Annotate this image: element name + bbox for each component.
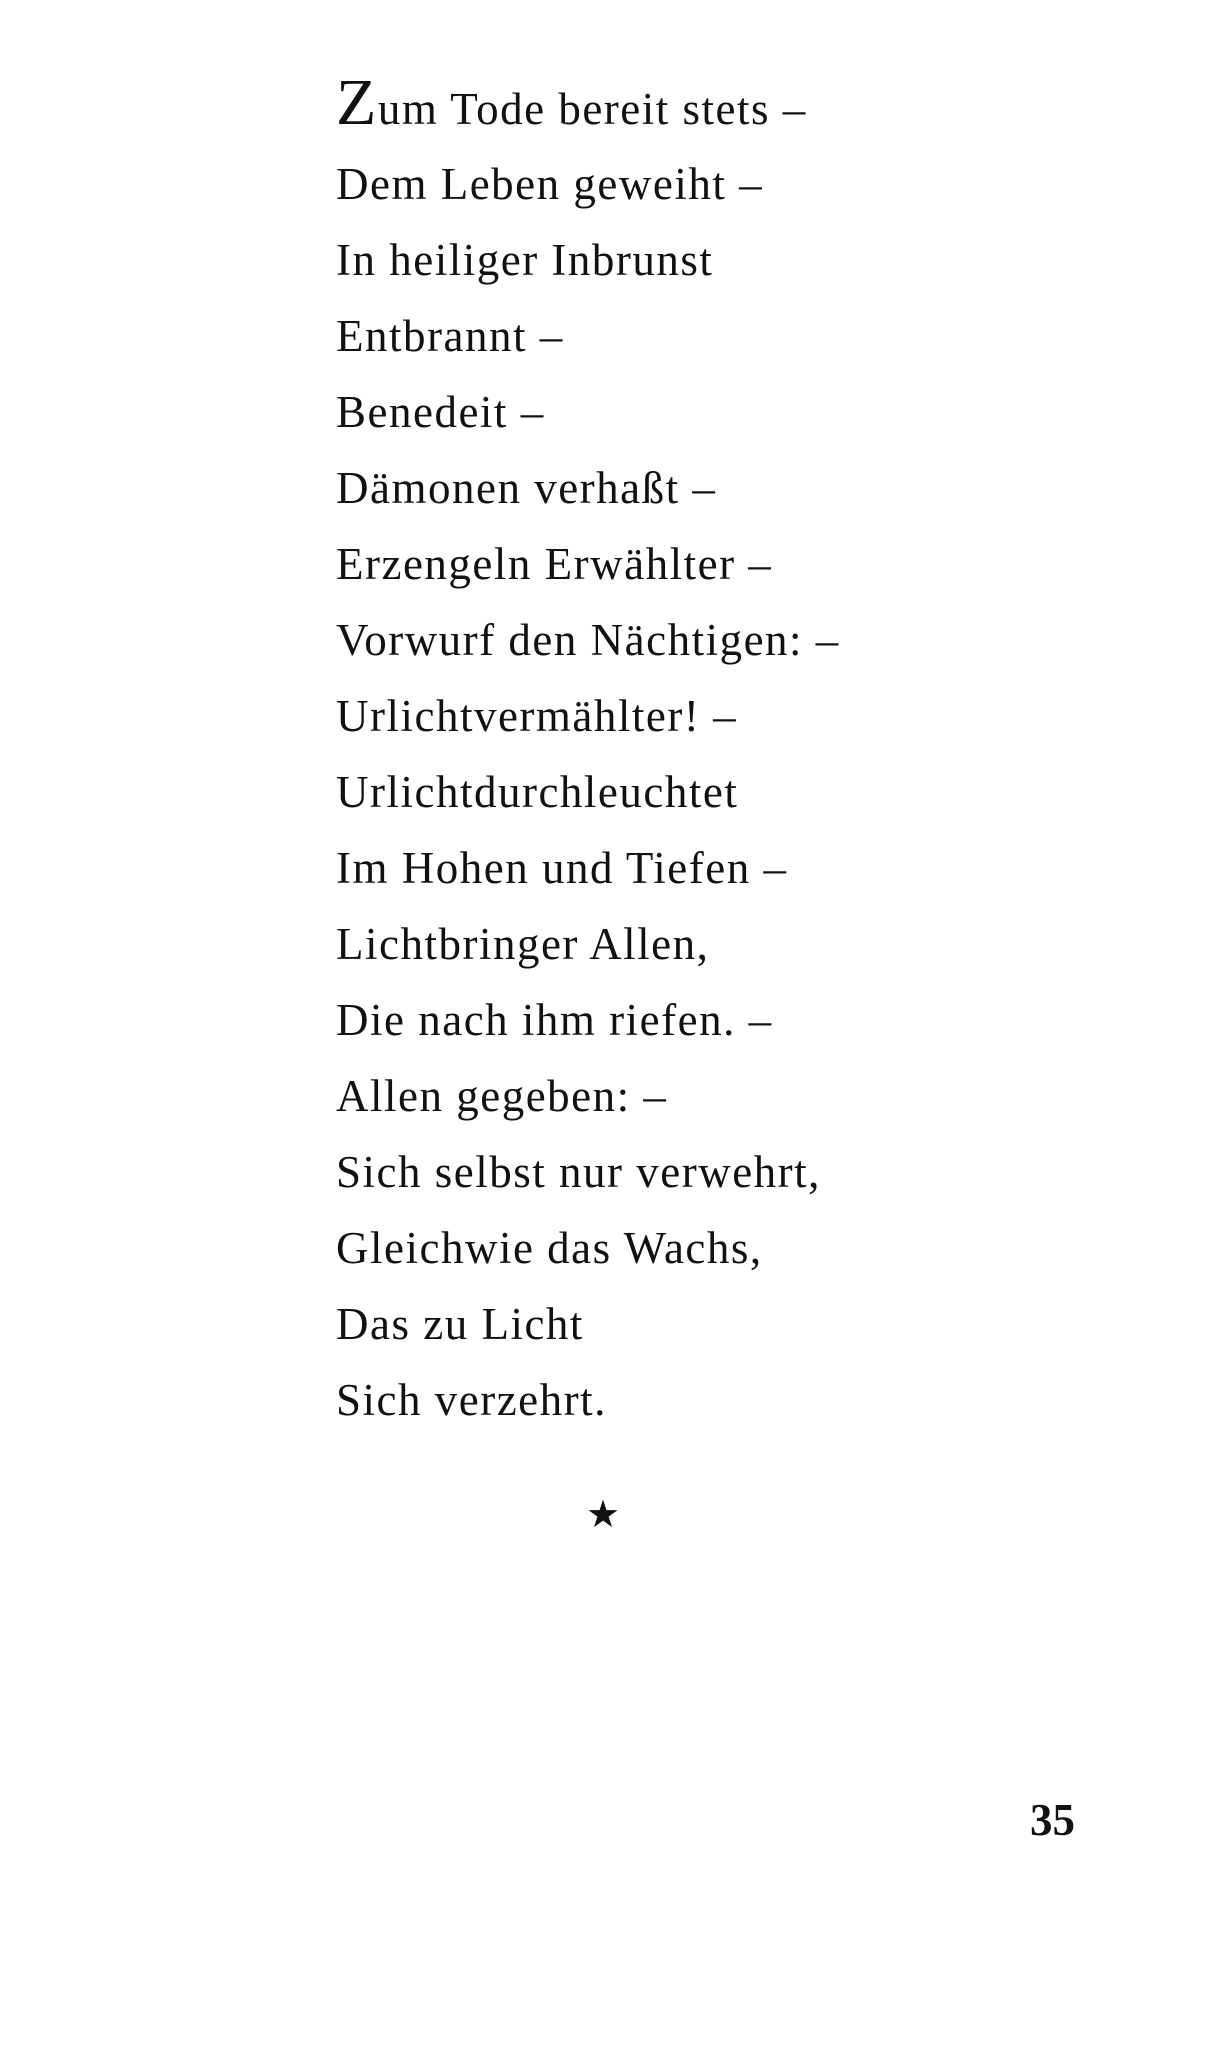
- poem-line: Im Hohen und Tiefen –: [336, 843, 788, 893]
- poem-line: Urlichtvermählter! –: [336, 691, 738, 741]
- poem-line: Sich selbst nur verwehrt,: [336, 1147, 821, 1197]
- poem-line: Benedeit –: [336, 387, 545, 437]
- poem-line: Das zu Licht: [336, 1299, 584, 1349]
- poem-line: Dem Leben geweiht –: [336, 159, 764, 209]
- poem-line: Dämonen verhaßt –: [336, 463, 717, 513]
- poem-line: Gleichwie das Wachs,: [336, 1223, 763, 1273]
- page-number: 35: [1030, 1795, 1075, 1845]
- poem-line-1: [336, 66, 840, 146]
- drop-initial: Z: [336, 66, 378, 139]
- poem-line: In heiliger Inbrunst: [336, 235, 714, 285]
- poem-line: Urlichtdurchleuchtet: [336, 767, 739, 817]
- poem-line: Erzengeln Erwählter –: [336, 539, 773, 589]
- poem-line: Allen gegeben: –: [336, 1071, 668, 1121]
- star-ornament-icon: ★: [586, 1494, 621, 1536]
- first-line-text: um Tode bereit stets –: [377, 84, 807, 134]
- poem-line: Entbrannt –: [336, 311, 564, 361]
- poem-line: Vorwurf den Nächtigen: –: [336, 615, 840, 665]
- poem-line: Lichtbringer Allen,: [336, 919, 710, 969]
- poem: [336, 66, 840, 1438]
- poem-line: Die nach ihm riefen. –: [336, 995, 773, 1045]
- poem-line: Sich verzehrt.: [336, 1375, 607, 1425]
